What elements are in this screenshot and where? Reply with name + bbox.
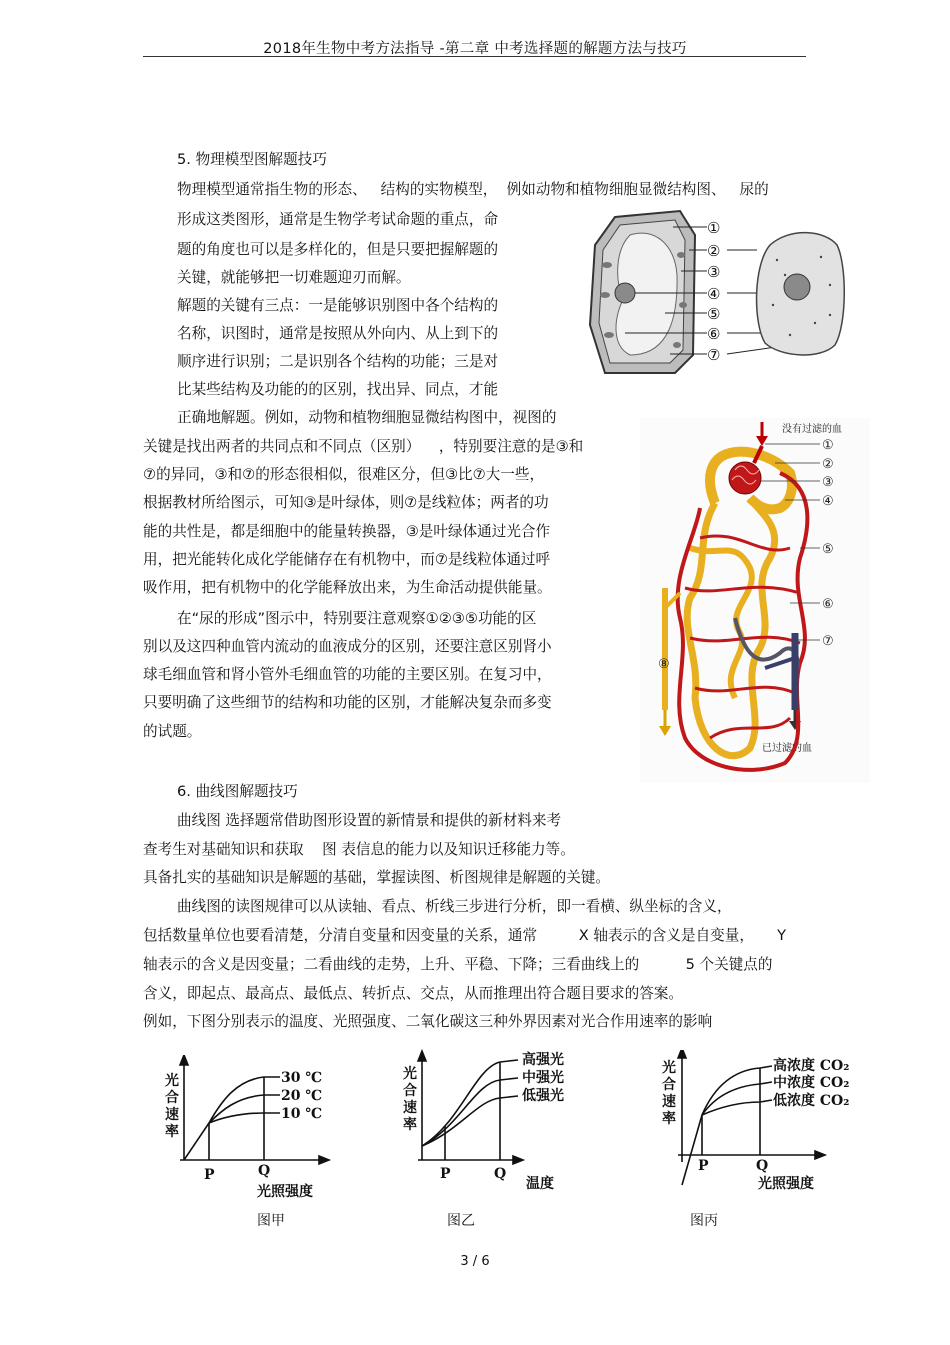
plant-cell (590, 211, 695, 373)
graph-tick: P (440, 1166, 451, 1182)
cell-label: ⑥ (707, 325, 721, 343)
section6-line: 例如，下图分别表示的温度、光照强度、二氧化碳这三种外界因素对光合作用速率的影响 (143, 1013, 713, 1030)
section5-line: 正确地解题。例如，动物和植物细胞显微结构图中，视图的 (177, 409, 557, 426)
section5-line: 能的共性是，都是细胞中的能量转换器，③是叶绿体通过光合作 (143, 523, 551, 540)
graph-yi (400, 1048, 585, 1198)
section6-line: 具备扎实的基础知识是解题的基础，掌握读图、析图规律是解题的关键。 (143, 869, 611, 886)
graph-series-label: 30 ℃ (281, 1070, 323, 1086)
section5-line: 别以及这四种血管内流动的血液成分的区别，还要注意区别肾小 (143, 638, 552, 655)
page-header: 2018年生物中考方法指导 -第二章 中考选择题的解题方法与技巧 (263, 41, 687, 57)
section5-line: 吸作用，把有机物中的化学能释放出来，为生命活动提供能量。 (143, 579, 552, 596)
graph-ylabel: 光合速率 (165, 1073, 179, 1140)
section5-line: 在“尿的形成”图示中，特别要注意观察①②③⑤功能的区 (177, 610, 537, 627)
section6-line: 含义，即起点、最高点、最低点、转折点、交点，从而推理出符合题目要求的答案。 (143, 985, 683, 1002)
graph-caption: 图乙 (447, 1213, 475, 1229)
section6-line: 轴表示的含义是因变量；二看曲线的走势，上升、平稳、下降；三看曲线上的 5 个关键点的 (143, 956, 773, 973)
graph-jia (162, 1055, 342, 1205)
graph-ylabel: 光合速率 (662, 1060, 676, 1127)
section5-line: 的试题。 (143, 723, 202, 740)
graph-series-label: 高浓度 CO₂ (773, 1058, 850, 1074)
cell-label: ③ (707, 263, 721, 281)
section5-line: 题的角度也可以是多样化的，但是只要把握解题的 (177, 241, 499, 258)
section5-line: 球毛细血管和肾小管外毛细血管的功能的主要区别。在复习中， (143, 666, 552, 683)
section5-title: 5. 物理模型图解题技巧 (177, 151, 327, 168)
kidney-label: ④ (822, 494, 834, 509)
section6-line: 曲线图的读图规律可以从读轴、看点、析线三步进行分析，即一看横、纵坐标的含义， (177, 898, 732, 915)
section5-line: 关键是找出两者的共同点和不同点（区别） ，特别要注意的是③和 (143, 438, 584, 455)
graph-xlabel: 光照强度 (257, 1184, 313, 1200)
graph-tick: P (698, 1158, 709, 1174)
graph-caption: 图丙 (690, 1213, 718, 1229)
section5-line: 解题的关键有三点：一是能够识别图中各个结构的 (177, 297, 499, 314)
cell-label: ④ (707, 285, 721, 303)
unfiltered-blood-label: 没有过滤的血 (782, 424, 842, 435)
graph-tick: Q (258, 1163, 271, 1179)
graph-bing (660, 1050, 865, 1200)
kidney-label: ⑥ (822, 597, 834, 612)
section5-line: 根据教材所给图示，可知③是叶绿体，则⑦是线粒体；两者的功 (143, 494, 549, 511)
graph-caption: 图甲 (257, 1213, 285, 1229)
page-number: 3 / 6 (460, 1254, 490, 1269)
section5-line: 物理模型通常指生物的形态、 结构的实物模型， 例如动物和植物细胞显微结构图、 尿的 (177, 181, 769, 198)
section5-line: 用，把光能转化成化学能储存在有机物中，而⑦是线粒体通过呼 (143, 551, 551, 568)
kidney-label: ⑦ (822, 634, 834, 649)
section6-title: 6. 曲线图解题技巧 (177, 783, 298, 800)
header-rule (143, 56, 806, 57)
kidney-label: ② (822, 457, 834, 472)
nephron-diagram (640, 418, 870, 783)
graph-series-label: 20 ℃ (281, 1088, 323, 1104)
section5-line: 形成这类图形，通常是生物学考试命题的重点，命 (177, 211, 499, 228)
animal-cell (757, 233, 845, 355)
kidney-label: ③ (822, 475, 834, 490)
graph-tick: P (204, 1167, 215, 1183)
graph-series-label: 中强光 (522, 1070, 564, 1086)
graph-series-label: 低强光 (522, 1088, 564, 1104)
section5-line: 名称，识图时，通常是按照从外向内、从上到下的 (177, 325, 499, 342)
cell-label: ① (707, 219, 721, 237)
section5-line: 关键，就能够把一切难题迎刃而解。 (177, 269, 411, 286)
cell-label: ② (707, 242, 721, 260)
graph-series-label: 10 ℃ (281, 1106, 323, 1122)
cell-label: ⑤ (707, 305, 721, 323)
graph-tick: Q (756, 1158, 769, 1174)
graph-xlabel: 光照强度 (758, 1176, 814, 1192)
graph-xlabel: 温度 (526, 1176, 554, 1192)
section6-line: 曲线图 选择题常借助图形设置的新情景和提供的新材料来考 (177, 812, 562, 829)
section5-line: ⑦的异同，③和⑦的形态很相似，很难区分，但③比⑦大一些， (143, 466, 545, 483)
section6-line: 查考生对基础知识和获取 图 表信息的能力以及知识迁移能力等。 (143, 841, 575, 858)
graph-series-label: 高强光 (522, 1052, 564, 1068)
section5-line: 顺序进行识别；二是识别各个结构的功能；三是对 (177, 353, 499, 370)
cell-label: ⑦ (707, 346, 721, 364)
section6-line: 包括数量单位也要看清楚，分清自变量和因变量的关系，通常 X 轴表示的含义是自变量， Y (143, 927, 787, 944)
filtered-blood-label: 已过滤的血 (762, 743, 812, 754)
kidney-label: ① (822, 438, 834, 453)
section5-line: 只要明确了这些细节的结构和功能的区别，才能解决复杂而多变 (143, 694, 552, 711)
graph-series-label: 中浓度 CO₂ (773, 1075, 850, 1091)
section5-line: 比某些结构及功能的的区别，找出异、同点，才能 (177, 381, 499, 398)
graph-series-label: 低浓度 CO₂ (773, 1093, 850, 1109)
kidney-label: ⑤ (822, 542, 834, 557)
graph-ylabel: 光合速率 (403, 1066, 417, 1133)
kidney-label: ⑧ (658, 657, 670, 672)
cell-diagram (585, 205, 850, 380)
graph-tick: Q (494, 1166, 507, 1182)
